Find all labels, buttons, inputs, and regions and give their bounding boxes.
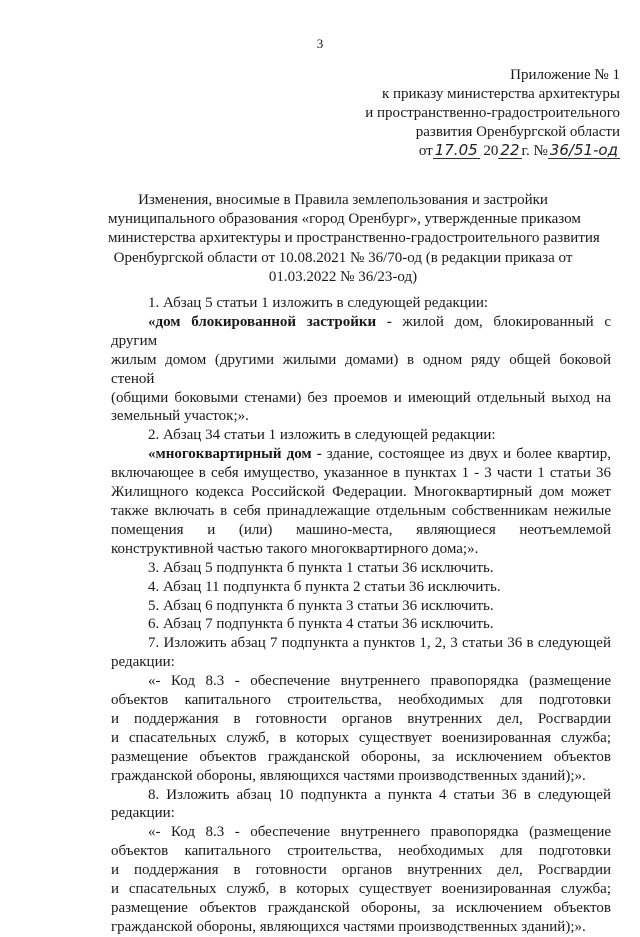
quote-2-line: и спасательных служб, в которых существует военизированная служба;: [111, 881, 611, 898]
title-line: 01.03.2022 № 36/23-од): [268, 268, 418, 285]
quote-1-line: размещение объектов гражданской обороны, за исключением объектов: [111, 748, 611, 765]
appendix-title: Приложение № 1: [510, 67, 620, 83]
appendix-order-line: к приказу министерства архитектуры: [381, 86, 620, 102]
item-2-line: включающее в себя имущество, указанное в пунктах 1 - 3 части 1 статьи 36: [111, 465, 611, 482]
item-1-heading: 1. Абзац 5 статьи 1 изложить в следующей редакции:: [148, 295, 489, 311]
quote-1-line: объектов капитального строительства, необходимых для подготовки: [111, 692, 611, 709]
item-2-line: конструктивной частью такого многоквартирного дома;».: [111, 540, 479, 557]
item-1-line: (общими боковыми стенами) без проемов и имеющий отдельный выход на: [111, 389, 611, 406]
handwritten-date: 17.05: [434, 141, 478, 159]
item-5: 5. Абзац 6 подпункта б пункта 3 статьи 36 исключить.: [148, 597, 494, 614]
term-blocked-house: «дом блокированной застройки -: [148, 313, 392, 330]
title-line: министерства архитектуры и пространственно-градостроительного развития: [108, 230, 600, 247]
term-apartment-building: «многоквартирный дом -: [148, 446, 322, 463]
title-line: Оренбургской области от 10.08.2021 № 36/70-од (в редакции приказа от: [113, 249, 573, 266]
quote-1-line: гражданской обороны, являющихся частями производственных зданий);».: [111, 767, 586, 784]
handwritten-number: 36/51-од: [549, 141, 618, 159]
year-prefix: 20: [483, 143, 499, 159]
number-prefix: г. №: [521, 143, 548, 159]
item-1-line: [111, 313, 611, 351]
item-8-line: 8. Изложить абзац 10 подпункта а пункта 4 статьи 36 в следующей: [148, 786, 611, 803]
quote-2-line: объектов капитального строительства, необходимых для подготовки: [111, 843, 611, 860]
appendix-region-line: развития Оренбургской области: [415, 124, 620, 140]
handwritten-year: 22: [500, 141, 520, 159]
item-2-line: Жилищного кодекса Российской Федерации. Многоквартирный дом может: [111, 484, 611, 501]
page-number: 3: [316, 36, 324, 51]
quote-1-line: и поддержания в готовности органов внутренних дел, Росгвардии: [111, 710, 611, 727]
item-4: 4. Абзац 11 подпункта б пункта 2 статьи 36 исключить.: [148, 578, 501, 595]
quote-2-line: и поддержания в готовности органов внутренних дел, Росгвардии: [111, 862, 611, 879]
item-1-text: жилой дом, блокированный с другим: [111, 313, 611, 349]
date-prefix: от: [418, 143, 433, 159]
document-body: [111, 294, 611, 937]
item-2-line: [111, 445, 611, 464]
item-1-line: жилым домом (другими жилыми домами) в одном ряду общей боковой стеной: [111, 351, 611, 387]
quote-2-line: размещение объектов гражданской обороны, за исключением объектов: [111, 900, 611, 916]
appendix-header: [220, 66, 620, 161]
item-7-line: 7. Изложить абзац 7 подпункта а пунктов 1, 2, 3 статьи 36 в следующей: [148, 635, 611, 652]
item-2-line: помещения и (или) машино-места, являющиеся неотъемлемой: [111, 521, 611, 538]
document-title: [108, 191, 600, 287]
item-1-line: земельный участок;».: [111, 408, 249, 425]
item-7-line: редакции:: [111, 654, 175, 671]
item-2-heading: 2. Абзац 34 статьи 1 изложить в следующей редакции:: [148, 427, 496, 444]
item-2-line: также включать в себя принадлежащие отдельным собственникам нежилые: [111, 502, 611, 519]
title-line: Изменения, вносимые в Правила землепользования и застройки: [138, 192, 548, 208]
title-line: муниципального образования «город Оренбург», утвержденные приказом: [108, 211, 581, 228]
item-6: 6. Абзац 7 подпункта б пункта 4 статьи 36 исключить.: [148, 616, 494, 633]
appendix-date-line: [220, 142, 620, 161]
item-8-line: редакции:: [111, 805, 175, 822]
quote-1-line: «- Код 8.3 - обеспечение внутреннего правопорядка (размещение: [148, 673, 611, 690]
item-3: 3. Абзац 5 подпункта б пункта 1 статьи 36 исключить.: [148, 559, 494, 576]
item-2-text: здание, состоящее из двух и более квартир,: [321, 446, 611, 463]
appendix-ministry-line: и пространственно-градостроительного: [365, 105, 620, 121]
quote-2-line: гражданской обороны, являющихся частями производственных зданий);».: [111, 918, 586, 935]
quote-2-line: «- Код 8.3 - обеспечение внутреннего правопорядка (размещение: [148, 824, 611, 841]
quote-1-line: и спасательных служб, в которых существует военизированная служба;: [111, 729, 611, 746]
